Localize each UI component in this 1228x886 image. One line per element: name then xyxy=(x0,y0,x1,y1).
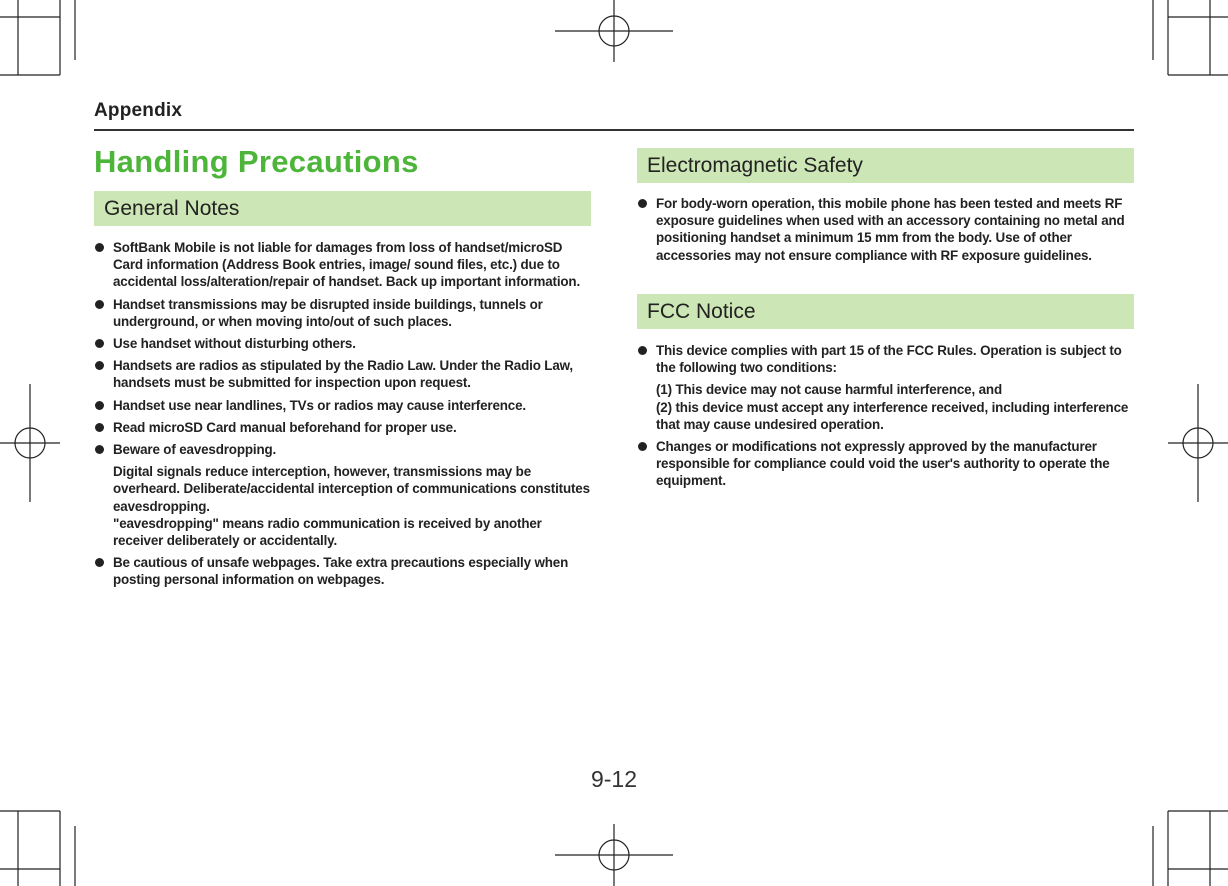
item-text: Read microSD Card manual beforehand for proper use. xyxy=(113,419,457,435)
list-item xyxy=(94,296,591,330)
item-text: This device complies with part 15 of the FCC Rules. Operation is subject to the following two conditions: xyxy=(656,343,1122,376)
item-text: Use handset without disturbing others. xyxy=(113,336,356,352)
general-notes-heading: General Notes xyxy=(94,191,591,226)
electromagnetic-safety-heading: Electromagnetic Safety xyxy=(637,148,1134,183)
item-detail: (2) this device must accept any interference received, including interference that may cause undesired operation. xyxy=(656,399,1129,432)
header-rule xyxy=(94,129,1134,131)
list-item xyxy=(94,441,591,549)
list-item xyxy=(637,195,1134,264)
bullet-icon xyxy=(95,423,104,432)
item-text: SoftBank Mobile is not liable for damages from loss of handset/microSD Card information (Address Book entries, image/ sound files, etc.) due to accidental loss/alteration/repair of handset. Back up important information. xyxy=(113,240,581,290)
item-text: Handset use near landlines, TVs or radios may cause interference. xyxy=(113,397,526,413)
bullet-icon xyxy=(95,300,104,309)
list-item xyxy=(94,357,591,391)
electromagnetic-safety-list xyxy=(637,195,1134,269)
list-item xyxy=(94,239,591,291)
list-item xyxy=(637,342,1134,433)
list-item xyxy=(94,335,591,352)
fcc-notice-heading: FCC Notice xyxy=(637,294,1134,329)
item-detail: "eavesdropping" means radio communication is received by another receiver deliberately or accidentally. xyxy=(113,515,542,549)
item-text: Handsets are radios as stipulated by the Radio Law. Under the Radio Law, handsets must be submitted for inspection upon request. xyxy=(113,358,573,391)
item-text: Beware of eavesdropping. xyxy=(113,442,277,458)
list-item xyxy=(94,419,591,436)
section-label: Appendix xyxy=(94,100,183,121)
bullet-icon xyxy=(95,243,104,252)
page-title: Handling Precautions xyxy=(94,144,419,179)
item-detail: Digital signals reduce interception, however, transmissions may be overheard. Deliberate/accidental interception of communications constitutes eavesdropping. xyxy=(113,464,590,514)
bullet-icon xyxy=(638,199,647,208)
list-item xyxy=(94,554,591,588)
list-item xyxy=(94,397,591,414)
bullet-icon xyxy=(638,346,647,355)
bullet-icon xyxy=(95,361,104,370)
bullet-icon xyxy=(95,445,104,454)
bullet-icon xyxy=(95,339,104,348)
fcc-notice-list xyxy=(637,342,1134,495)
item-text: Handset transmissions may be disrupted inside buildings, tunnels or underground, or when moving into/out of such places. xyxy=(113,296,543,329)
item-text: For body-worn operation, this mobile phone has been tested and meets RF exposure guidelines when used with an accessory containing no metal and positioning handset a minimum 15 mm from the body. Use of other accessories may not ensure compliance with RF exposure guidelines. xyxy=(656,196,1125,263)
bullet-icon xyxy=(95,401,104,410)
bullet-icon xyxy=(638,442,647,451)
bullet-icon xyxy=(95,558,104,567)
item-detail: (1) This device may not cause harmful interference, and xyxy=(656,382,1002,398)
list-item xyxy=(637,438,1134,490)
page-number: 9-12 xyxy=(590,766,638,792)
item-text: Be cautious of unsafe webpages. Take extra precautions especially when posting personal information on webpages. xyxy=(113,555,569,588)
general-notes-list xyxy=(94,239,591,594)
item-text: Changes or modifications not expressly approved by the manufacturer responsible for compliance could void the user's authority to operate the equipment. xyxy=(656,439,1110,489)
